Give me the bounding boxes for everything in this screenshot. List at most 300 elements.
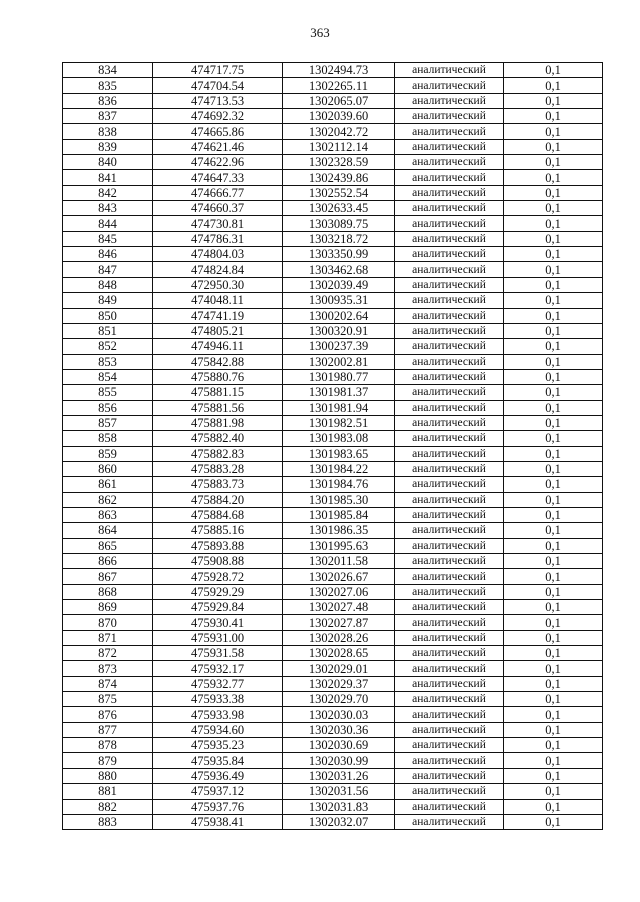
table-row xyxy=(63,799,603,814)
accuracy-cell: 0,1 xyxy=(504,231,603,246)
y-coordinate-cell: 1302011.58 xyxy=(283,554,395,569)
point-number-cell: 834 xyxy=(63,63,153,78)
x-coordinate-cell: 475938.41 xyxy=(153,814,283,829)
accuracy-cell: 0,1 xyxy=(504,201,603,216)
coordinates-table xyxy=(62,62,603,830)
method-cell: аналитический xyxy=(395,722,504,737)
table-row xyxy=(63,323,603,338)
coordinates-table-body xyxy=(63,63,603,830)
method-cell: аналитический xyxy=(395,124,504,139)
y-coordinate-cell: 1301983.65 xyxy=(283,446,395,461)
point-number-cell: 876 xyxy=(63,707,153,722)
accuracy-cell: 0,1 xyxy=(504,323,603,338)
accuracy-cell: 0,1 xyxy=(504,676,603,691)
table-row xyxy=(63,354,603,369)
table-row xyxy=(63,477,603,492)
point-number-cell: 840 xyxy=(63,155,153,170)
point-number-cell: 878 xyxy=(63,738,153,753)
point-number-cell: 837 xyxy=(63,109,153,124)
method-cell: аналитический xyxy=(395,216,504,231)
table-row xyxy=(63,277,603,292)
y-coordinate-cell: 1302002.81 xyxy=(283,354,395,369)
x-coordinate-cell: 475936.49 xyxy=(153,768,283,783)
method-cell: аналитический xyxy=(395,615,504,630)
method-cell: аналитический xyxy=(395,799,504,814)
x-coordinate-cell: 475893.88 xyxy=(153,538,283,553)
point-number-cell: 869 xyxy=(63,600,153,615)
point-number-cell: 863 xyxy=(63,507,153,522)
y-coordinate-cell: 1302027.87 xyxy=(283,615,395,630)
method-cell: аналитический xyxy=(395,692,504,707)
y-coordinate-cell: 1303462.68 xyxy=(283,262,395,277)
method-cell: аналитический xyxy=(395,814,504,829)
method-cell: аналитический xyxy=(395,155,504,170)
accuracy-cell: 0,1 xyxy=(504,385,603,400)
method-cell: аналитический xyxy=(395,492,504,507)
point-number-cell: 857 xyxy=(63,415,153,430)
method-cell: аналитический xyxy=(395,554,504,569)
x-coordinate-cell: 475937.12 xyxy=(153,784,283,799)
method-cell: аналитический xyxy=(395,507,504,522)
point-number-cell: 839 xyxy=(63,139,153,154)
method-cell: аналитический xyxy=(395,461,504,476)
point-number-cell: 843 xyxy=(63,201,153,216)
method-cell: аналитический xyxy=(395,738,504,753)
y-coordinate-cell: 1303350.99 xyxy=(283,247,395,262)
y-coordinate-cell: 1301984.76 xyxy=(283,477,395,492)
y-coordinate-cell: 1302029.01 xyxy=(283,661,395,676)
x-coordinate-cell: 472950.30 xyxy=(153,277,283,292)
y-coordinate-cell: 1303218.72 xyxy=(283,231,395,246)
x-coordinate-cell: 474660.37 xyxy=(153,201,283,216)
x-coordinate-cell: 475931.00 xyxy=(153,630,283,645)
accuracy-cell: 0,1 xyxy=(504,584,603,599)
method-cell: аналитический xyxy=(395,339,504,354)
y-coordinate-cell: 1301984.22 xyxy=(283,461,395,476)
y-coordinate-cell: 1301981.37 xyxy=(283,385,395,400)
table-row xyxy=(63,722,603,737)
point-number-cell: 853 xyxy=(63,354,153,369)
point-number-cell: 849 xyxy=(63,293,153,308)
table-row xyxy=(63,293,603,308)
accuracy-cell: 0,1 xyxy=(504,753,603,768)
x-coordinate-cell: 475935.23 xyxy=(153,738,283,753)
method-cell: аналитический xyxy=(395,369,504,384)
x-coordinate-cell: 474713.53 xyxy=(153,93,283,108)
x-coordinate-cell: 475933.38 xyxy=(153,692,283,707)
accuracy-cell: 0,1 xyxy=(504,722,603,737)
y-coordinate-cell: 1300202.64 xyxy=(283,308,395,323)
x-coordinate-cell: 474692.32 xyxy=(153,109,283,124)
y-coordinate-cell: 1302028.65 xyxy=(283,646,395,661)
y-coordinate-cell: 1302027.48 xyxy=(283,600,395,615)
accuracy-cell: 0,1 xyxy=(504,216,603,231)
table-row xyxy=(63,201,603,216)
x-coordinate-cell: 475842.88 xyxy=(153,354,283,369)
table-row xyxy=(63,738,603,753)
y-coordinate-cell: 1300320.91 xyxy=(283,323,395,338)
accuracy-cell: 0,1 xyxy=(504,646,603,661)
accuracy-cell: 0,1 xyxy=(504,784,603,799)
y-coordinate-cell: 1302112.14 xyxy=(283,139,395,154)
x-coordinate-cell: 475881.56 xyxy=(153,400,283,415)
accuracy-cell: 0,1 xyxy=(504,600,603,615)
method-cell: аналитический xyxy=(395,78,504,93)
method-cell: аналитический xyxy=(395,431,504,446)
point-number-cell: 859 xyxy=(63,446,153,461)
method-cell: аналитический xyxy=(395,109,504,124)
point-number-cell: 866 xyxy=(63,554,153,569)
x-coordinate-cell: 475881.15 xyxy=(153,385,283,400)
x-coordinate-cell: 475932.17 xyxy=(153,661,283,676)
point-number-cell: 835 xyxy=(63,78,153,93)
accuracy-cell: 0,1 xyxy=(504,277,603,292)
accuracy-cell: 0,1 xyxy=(504,308,603,323)
point-number-cell: 875 xyxy=(63,692,153,707)
method-cell: аналитический xyxy=(395,201,504,216)
table-row xyxy=(63,139,603,154)
y-coordinate-cell: 1302031.56 xyxy=(283,784,395,799)
accuracy-cell: 0,1 xyxy=(504,661,603,676)
x-coordinate-cell: 474622.96 xyxy=(153,155,283,170)
table-row xyxy=(63,155,603,170)
accuracy-cell: 0,1 xyxy=(504,799,603,814)
y-coordinate-cell: 1302633.45 xyxy=(283,201,395,216)
point-number-cell: 879 xyxy=(63,753,153,768)
point-number-cell: 868 xyxy=(63,584,153,599)
y-coordinate-cell: 1301995.63 xyxy=(283,538,395,553)
method-cell: аналитический xyxy=(395,93,504,108)
table-row xyxy=(63,431,603,446)
accuracy-cell: 0,1 xyxy=(504,492,603,507)
point-number-cell: 841 xyxy=(63,170,153,185)
point-number-cell: 850 xyxy=(63,308,153,323)
x-coordinate-cell: 474048.11 xyxy=(153,293,283,308)
x-coordinate-cell: 474786.31 xyxy=(153,231,283,246)
method-cell: аналитический xyxy=(395,676,504,691)
table-row xyxy=(63,646,603,661)
point-number-cell: 858 xyxy=(63,431,153,446)
method-cell: аналитический xyxy=(395,170,504,185)
accuracy-cell: 0,1 xyxy=(504,109,603,124)
accuracy-cell: 0,1 xyxy=(504,507,603,522)
point-number-cell: 851 xyxy=(63,323,153,338)
table-row xyxy=(63,814,603,829)
accuracy-cell: 0,1 xyxy=(504,78,603,93)
accuracy-cell: 0,1 xyxy=(504,415,603,430)
y-coordinate-cell: 1302031.83 xyxy=(283,799,395,814)
accuracy-cell: 0,1 xyxy=(504,293,603,308)
point-number-cell: 862 xyxy=(63,492,153,507)
point-number-cell: 845 xyxy=(63,231,153,246)
table-row xyxy=(63,523,603,538)
x-coordinate-cell: 475930.41 xyxy=(153,615,283,630)
y-coordinate-cell: 1302031.26 xyxy=(283,768,395,783)
point-number-cell: 846 xyxy=(63,247,153,262)
y-coordinate-cell: 1303089.75 xyxy=(283,216,395,231)
point-number-cell: 836 xyxy=(63,93,153,108)
x-coordinate-cell: 474730.81 xyxy=(153,216,283,231)
point-number-cell: 883 xyxy=(63,814,153,829)
accuracy-cell: 0,1 xyxy=(504,446,603,461)
x-coordinate-cell: 475882.83 xyxy=(153,446,283,461)
accuracy-cell: 0,1 xyxy=(504,538,603,553)
table-row xyxy=(63,216,603,231)
y-coordinate-cell: 1302439.86 xyxy=(283,170,395,185)
point-number-cell: 852 xyxy=(63,339,153,354)
method-cell: аналитический xyxy=(395,323,504,338)
method-cell: аналитический xyxy=(395,415,504,430)
point-number-cell: 865 xyxy=(63,538,153,553)
method-cell: аналитический xyxy=(395,523,504,538)
table-row xyxy=(63,538,603,553)
accuracy-cell: 0,1 xyxy=(504,185,603,200)
y-coordinate-cell: 1301986.35 xyxy=(283,523,395,538)
method-cell: аналитический xyxy=(395,185,504,200)
table-row xyxy=(63,676,603,691)
table-row xyxy=(63,93,603,108)
point-number-cell: 881 xyxy=(63,784,153,799)
y-coordinate-cell: 1302026.67 xyxy=(283,569,395,584)
x-coordinate-cell: 474805.21 xyxy=(153,323,283,338)
y-coordinate-cell: 1301983.08 xyxy=(283,431,395,446)
method-cell: аналитический xyxy=(395,354,504,369)
table-row xyxy=(63,369,603,384)
table-row xyxy=(63,170,603,185)
x-coordinate-cell: 475880.76 xyxy=(153,369,283,384)
x-coordinate-cell: 475882.40 xyxy=(153,431,283,446)
accuracy-cell: 0,1 xyxy=(504,93,603,108)
point-number-cell: 848 xyxy=(63,277,153,292)
x-coordinate-cell: 475929.84 xyxy=(153,600,283,615)
point-number-cell: 864 xyxy=(63,523,153,538)
table-row xyxy=(63,124,603,139)
point-number-cell: 838 xyxy=(63,124,153,139)
point-number-cell: 873 xyxy=(63,661,153,676)
accuracy-cell: 0,1 xyxy=(504,155,603,170)
accuracy-cell: 0,1 xyxy=(504,768,603,783)
accuracy-cell: 0,1 xyxy=(504,523,603,538)
accuracy-cell: 0,1 xyxy=(504,139,603,154)
point-number-cell: 882 xyxy=(63,799,153,814)
y-coordinate-cell: 1301981.94 xyxy=(283,400,395,415)
accuracy-cell: 0,1 xyxy=(504,247,603,262)
x-coordinate-cell: 475928.72 xyxy=(153,569,283,584)
table-row xyxy=(63,446,603,461)
point-number-cell: 854 xyxy=(63,369,153,384)
point-number-cell: 861 xyxy=(63,477,153,492)
page-number: 363 xyxy=(310,25,330,40)
x-coordinate-cell: 474666.77 xyxy=(153,185,283,200)
y-coordinate-cell: 1300237.39 xyxy=(283,339,395,354)
accuracy-cell: 0,1 xyxy=(504,477,603,492)
table-row xyxy=(63,569,603,584)
point-number-cell: 855 xyxy=(63,385,153,400)
method-cell: аналитический xyxy=(395,308,504,323)
point-number-cell: 877 xyxy=(63,722,153,737)
method-cell: аналитический xyxy=(395,63,504,78)
y-coordinate-cell: 1302030.69 xyxy=(283,738,395,753)
x-coordinate-cell: 475931.58 xyxy=(153,646,283,661)
y-coordinate-cell: 1301985.30 xyxy=(283,492,395,507)
x-coordinate-cell: 474741.19 xyxy=(153,308,283,323)
accuracy-cell: 0,1 xyxy=(504,170,603,185)
table-row xyxy=(63,400,603,415)
y-coordinate-cell: 1301982.51 xyxy=(283,415,395,430)
method-cell: аналитический xyxy=(395,768,504,783)
y-coordinate-cell: 1302030.03 xyxy=(283,707,395,722)
x-coordinate-cell: 475884.68 xyxy=(153,507,283,522)
table-row xyxy=(63,339,603,354)
point-number-cell: 860 xyxy=(63,461,153,476)
accuracy-cell: 0,1 xyxy=(504,461,603,476)
accuracy-cell: 0,1 xyxy=(504,615,603,630)
method-cell: аналитический xyxy=(395,385,504,400)
table-row xyxy=(63,584,603,599)
y-coordinate-cell: 1302328.59 xyxy=(283,155,395,170)
y-coordinate-cell: 1302039.60 xyxy=(283,109,395,124)
x-coordinate-cell: 475884.20 xyxy=(153,492,283,507)
x-coordinate-cell: 475929.29 xyxy=(153,584,283,599)
x-coordinate-cell: 474665.86 xyxy=(153,124,283,139)
x-coordinate-cell: 474946.11 xyxy=(153,339,283,354)
method-cell: аналитический xyxy=(395,277,504,292)
point-number-cell: 842 xyxy=(63,185,153,200)
y-coordinate-cell: 1301980.77 xyxy=(283,369,395,384)
x-coordinate-cell: 474621.46 xyxy=(153,139,283,154)
table-row xyxy=(63,63,603,78)
x-coordinate-cell: 475934.60 xyxy=(153,722,283,737)
y-coordinate-cell: 1302494.73 xyxy=(283,63,395,78)
table-row xyxy=(63,692,603,707)
x-coordinate-cell: 474717.75 xyxy=(153,63,283,78)
accuracy-cell: 0,1 xyxy=(504,339,603,354)
accuracy-cell: 0,1 xyxy=(504,262,603,277)
accuracy-cell: 0,1 xyxy=(504,707,603,722)
method-cell: аналитический xyxy=(395,753,504,768)
method-cell: аналитический xyxy=(395,630,504,645)
method-cell: аналитический xyxy=(395,646,504,661)
method-cell: аналитический xyxy=(395,569,504,584)
x-coordinate-cell: 475933.98 xyxy=(153,707,283,722)
method-cell: аналитический xyxy=(395,446,504,461)
table-row xyxy=(63,247,603,262)
method-cell: аналитический xyxy=(395,293,504,308)
method-cell: аналитический xyxy=(395,262,504,277)
point-number-cell: 847 xyxy=(63,262,153,277)
y-coordinate-cell: 1302552.54 xyxy=(283,185,395,200)
method-cell: аналитический xyxy=(395,784,504,799)
table-row xyxy=(63,308,603,323)
y-coordinate-cell: 1302065.07 xyxy=(283,93,395,108)
method-cell: аналитический xyxy=(395,600,504,615)
point-number-cell: 856 xyxy=(63,400,153,415)
table-row xyxy=(63,661,603,676)
y-coordinate-cell: 1302042.72 xyxy=(283,124,395,139)
accuracy-cell: 0,1 xyxy=(504,569,603,584)
accuracy-cell: 0,1 xyxy=(504,814,603,829)
point-number-cell: 844 xyxy=(63,216,153,231)
method-cell: аналитический xyxy=(395,584,504,599)
accuracy-cell: 0,1 xyxy=(504,63,603,78)
y-coordinate-cell: 1302028.26 xyxy=(283,630,395,645)
point-number-cell: 872 xyxy=(63,646,153,661)
x-coordinate-cell: 475908.88 xyxy=(153,554,283,569)
method-cell: аналитический xyxy=(395,707,504,722)
x-coordinate-cell: 475937.76 xyxy=(153,799,283,814)
table-row xyxy=(63,109,603,124)
point-number-cell: 880 xyxy=(63,768,153,783)
table-row xyxy=(63,461,603,476)
x-coordinate-cell: 474824.84 xyxy=(153,262,283,277)
table-row xyxy=(63,784,603,799)
accuracy-cell: 0,1 xyxy=(504,431,603,446)
table-row xyxy=(63,507,603,522)
x-coordinate-cell: 475932.77 xyxy=(153,676,283,691)
accuracy-cell: 0,1 xyxy=(504,554,603,569)
point-number-cell: 871 xyxy=(63,630,153,645)
accuracy-cell: 0,1 xyxy=(504,124,603,139)
accuracy-cell: 0,1 xyxy=(504,400,603,415)
y-coordinate-cell: 1302027.06 xyxy=(283,584,395,599)
table-row xyxy=(63,768,603,783)
table-row xyxy=(63,753,603,768)
point-number-cell: 874 xyxy=(63,676,153,691)
x-coordinate-cell: 475881.98 xyxy=(153,415,283,430)
accuracy-cell: 0,1 xyxy=(504,630,603,645)
table-row xyxy=(63,231,603,246)
table-row xyxy=(63,415,603,430)
x-coordinate-cell: 474804.03 xyxy=(153,247,283,262)
x-coordinate-cell: 475935.84 xyxy=(153,753,283,768)
y-coordinate-cell: 1302030.99 xyxy=(283,753,395,768)
table-row xyxy=(63,492,603,507)
method-cell: аналитический xyxy=(395,538,504,553)
accuracy-cell: 0,1 xyxy=(504,738,603,753)
method-cell: аналитический xyxy=(395,400,504,415)
method-cell: аналитический xyxy=(395,247,504,262)
method-cell: аналитический xyxy=(395,231,504,246)
method-cell: аналитический xyxy=(395,139,504,154)
table-row xyxy=(63,600,603,615)
x-coordinate-cell: 475885.16 xyxy=(153,523,283,538)
x-coordinate-cell: 474704.54 xyxy=(153,78,283,93)
table-row xyxy=(63,78,603,93)
table-row xyxy=(63,554,603,569)
table-row xyxy=(63,385,603,400)
y-coordinate-cell: 1302030.36 xyxy=(283,722,395,737)
y-coordinate-cell: 1302265.11 xyxy=(283,78,395,93)
table-row xyxy=(63,185,603,200)
table-row xyxy=(63,630,603,645)
table-row xyxy=(63,707,603,722)
y-coordinate-cell: 1302029.70 xyxy=(283,692,395,707)
y-coordinate-cell: 1302039.49 xyxy=(283,277,395,292)
accuracy-cell: 0,1 xyxy=(504,354,603,369)
table-row xyxy=(63,615,603,630)
accuracy-cell: 0,1 xyxy=(504,692,603,707)
y-coordinate-cell: 1301985.84 xyxy=(283,507,395,522)
y-coordinate-cell: 1300935.31 xyxy=(283,293,395,308)
method-cell: аналитический xyxy=(395,661,504,676)
method-cell: аналитический xyxy=(395,477,504,492)
table-row xyxy=(63,262,603,277)
point-number-cell: 867 xyxy=(63,569,153,584)
accuracy-cell: 0,1 xyxy=(504,369,603,384)
y-coordinate-cell: 1302032.07 xyxy=(283,814,395,829)
point-number-cell: 870 xyxy=(63,615,153,630)
x-coordinate-cell: 474647.33 xyxy=(153,170,283,185)
